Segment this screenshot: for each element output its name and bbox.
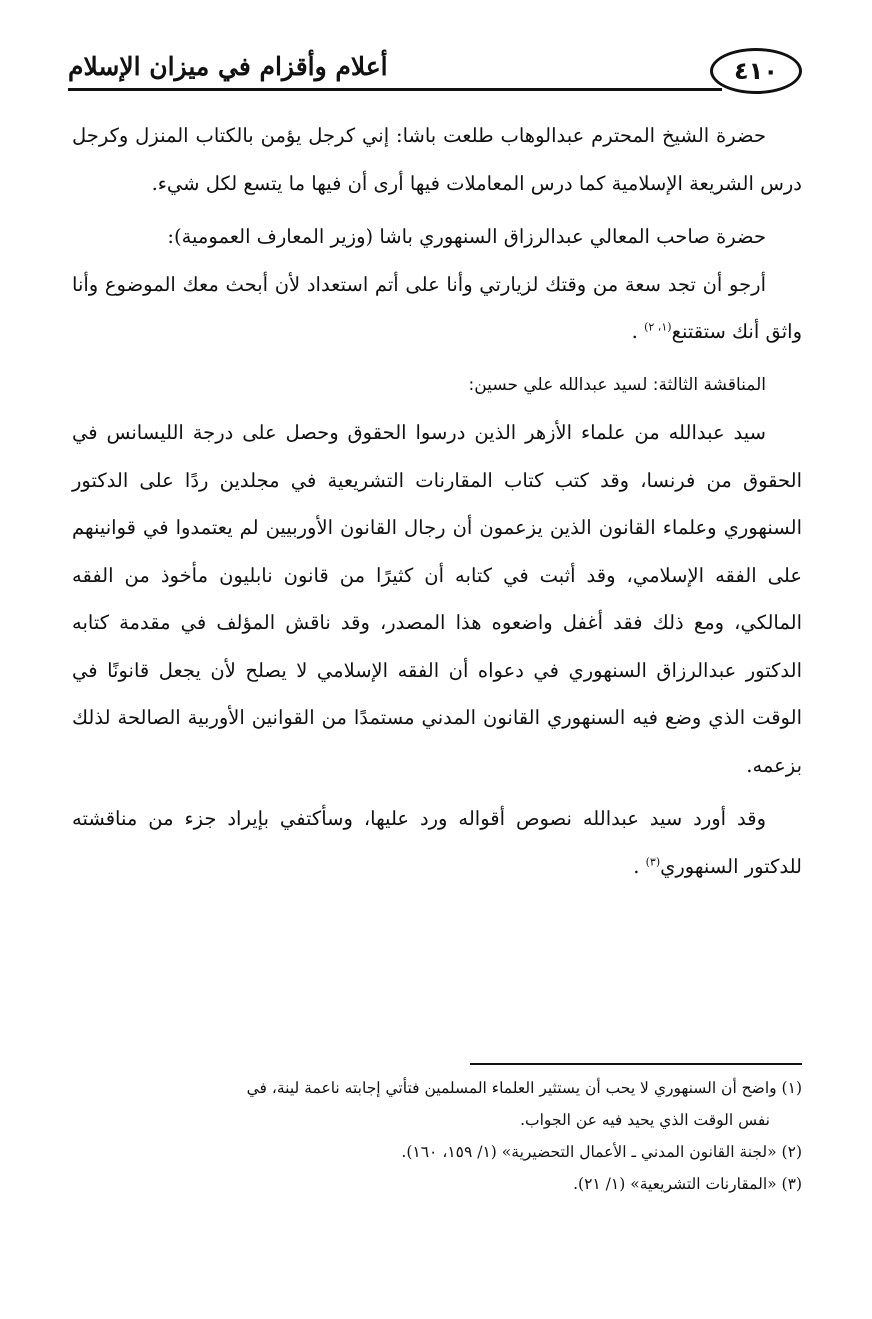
footnote-1-line-1: (١) واضح أن السنهوري لا يحب أن يستثير العلماء المسلمين فتأتي إجابته ناعمة لينة، في xyxy=(246,1079,802,1097)
paragraph-2: حضرة صاحب المعالي عبدالرزاق السنهوري باشا (وزير المعارف العمومية): xyxy=(167,225,766,248)
footnotes xyxy=(72,1072,802,1200)
page-number: ٤١٠ xyxy=(710,48,802,94)
paragraph-3 xyxy=(72,261,802,356)
footnote-1 xyxy=(72,1072,802,1136)
running-title: أعلام وأقزام في ميزان الإسلام xyxy=(68,52,388,81)
paragraph-3-end: . xyxy=(631,320,645,343)
footnote-separator xyxy=(470,1063,802,1065)
footnote-1-line-2: نفس الوقت الذي يحيد فيه عن الجواب. xyxy=(520,1111,770,1129)
paragraph-4: سيد عبدالله من علماء الأزهر الذين درسوا الحقوق وحصل على درجة الليسانس في الحقوق من فرنسا، وقد كتب كتاب المقارنات التشريعية في مجلدين ردًا على الدكتور السنهوري وعلماء القانون الذين يزعمون أن رجال القانون الأوربيين لم يعتمدوا في قوانينهم على الفقه الإسلامي، وقد أثبت في كتابه أن كثيرًا من قانون نابليون مأخوذ من الفقه المالكي، ومع ذلك فقد أغفل واضعوه هذا المصدر، وقد ناقش المؤلف في مقدمة كتابه الدكتور عبدالرزاق السنهوري في دعواه أن الفقه الإسلامي لا يصلح لأن يجعل قانونًا في الوقت الذي وضع فيه السنهوري القانون المدني مستمدًا من القوانين الأوربية الصالحة لذلك بزعمه. xyxy=(72,421,802,777)
paragraph-5 xyxy=(72,795,802,890)
footnote-3: (٣) «المقارنات التشريعية» (١/ ٢١). xyxy=(573,1175,802,1193)
paragraph-5-end: . xyxy=(633,854,646,878)
footnote-2: (٢) «لجنة القانون المدني ـ الأعمال التحضيرية» (١/ ١٥٩، ١٦٠). xyxy=(401,1143,802,1161)
footnote-ref-3: (٣) xyxy=(645,855,661,868)
body-text xyxy=(72,112,802,896)
header-rule xyxy=(68,88,722,91)
paragraph-1: حضرة الشيخ المحترم عبدالوهاب طلعت باشا: إني كرجل يؤمن بالكتاب المنزل وكرجل درس الشريعة الإسلامية كما درس المعاملات فيها أرى أن فيها ما يتسع لكل شيء. xyxy=(72,124,802,195)
paragraph-5-text: وقد أورد سيد عبدالله نصوص أقواله ورد عليها، وسأكتفي بإيراد جزء من مناقشته للدكتور السنهوري xyxy=(72,807,802,878)
paragraph-3-text: أرجو أن تجد سعة من وقتك لزيارتي وأنا على أتم استعداد لأن أبحث معك الموضوع وأنا واثق أنك ستقتنع xyxy=(72,272,802,343)
section-heading: المناقشة الثالثة: لسيد عبدالله علي حسين: xyxy=(468,374,766,395)
footnote-ref-1-2: (١، ٢) xyxy=(644,320,672,334)
page-header xyxy=(68,46,802,104)
